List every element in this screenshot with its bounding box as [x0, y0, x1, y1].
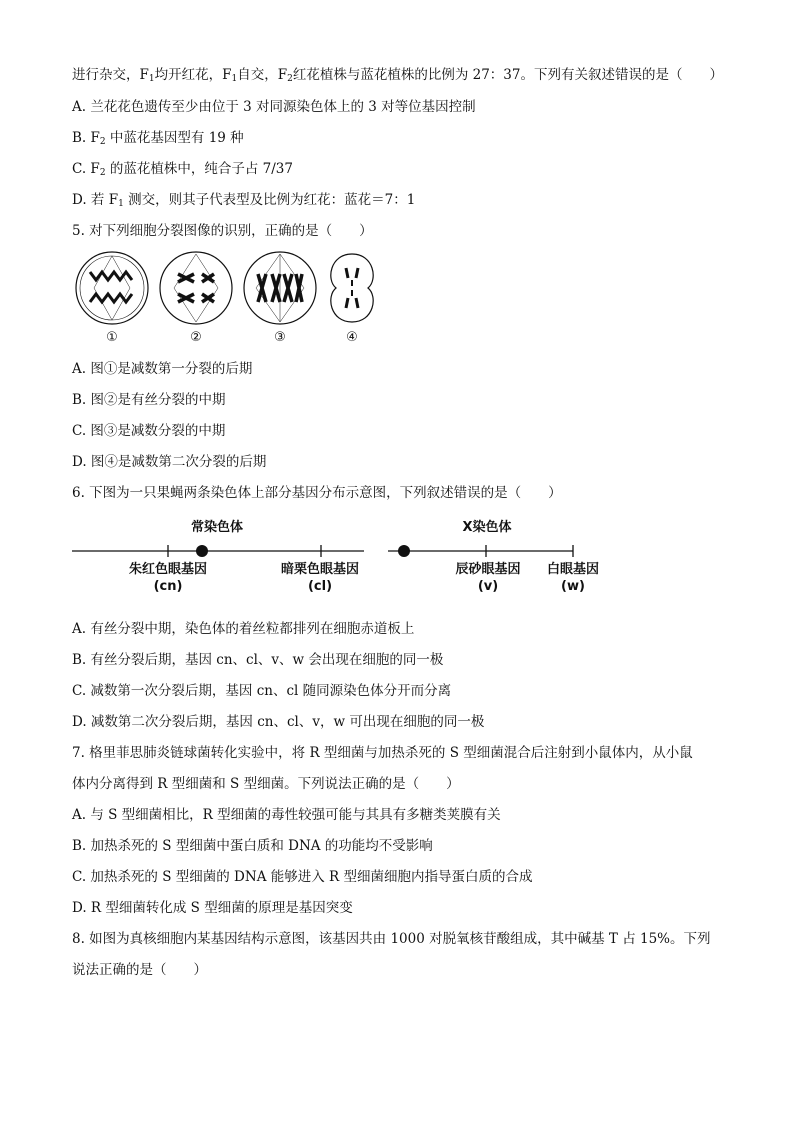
cell-label-4: ④ — [346, 330, 358, 345]
q4-option-a: A. 兰花花色遗传至少由位于 3 对同源染色体上的 3 对等位基因控制 — [72, 99, 476, 115]
q4-option-b: B. $F_2$ 中蓝花基因型有 19 种 — [72, 130, 244, 147]
q7-option-a: A. 与 S 型细菌相比，R 型细菌的毒性较强可能与其具有多糖类荚膜有关 — [72, 807, 501, 823]
cell-label-1: ① — [106, 330, 118, 345]
q5-option-c: C. 图③是减数分裂的中期 — [72, 423, 226, 439]
gene-w: 白眼基因 (w) — [546, 562, 599, 594]
q7-option-b: B. 加热杀死的 S 型细菌中蛋白质和 DNA 的功能均不受影响 — [72, 838, 433, 854]
q5-stem: 5. 对下列细胞分裂图像的识别，正确的是（ ） — [72, 223, 373, 239]
q6-option-a: A. 有丝分裂中期，染色体的着丝粒都排列在细胞赤道板上 — [72, 621, 415, 637]
q8-stem-line2: 说法正确的是（ ） — [72, 962, 207, 978]
gene-v: 辰砂眼基因 (v) — [455, 562, 521, 594]
q4-option-c: C. $F_2$ 的蓝花植株中，纯合子占 7/37 — [72, 161, 293, 178]
q5-option-d: D. 图④是减数第二次分裂的后期 — [72, 454, 267, 470]
cell-4 — [331, 254, 373, 322]
cell-2 — [160, 252, 232, 324]
gene-cn: 朱红色眼基因 (cn) — [128, 562, 207, 594]
q6-option-b: B. 有丝分裂后期，基因 cn、cl、v、w 会出现在细胞的同一极 — [72, 652, 444, 668]
q5-option-b: B. 图②是有丝分裂的中期 — [72, 392, 226, 408]
q7-option-d: D. R 型细菌转化成 S 型细菌的原理是基因突变 — [72, 900, 353, 916]
gene-cl: 暗栗色眼基因 (cl) — [280, 562, 359, 594]
q5-option-a: A. 图①是减数第一分裂的后期 — [72, 361, 253, 377]
q8-stem-line1: 8. 如图为真核细胞内某基因结构示意图，该基因共由 1000 对脱氧核苷酸组成，其中碱基 T 占 15%。下列 — [72, 931, 711, 947]
cell-label-3: ③ — [274, 330, 286, 345]
q7-option-c: C. 加热杀死的 S 型细菌的 DNA 能够进入 R 型细菌细胞内指导蛋白质的合成 — [72, 869, 533, 885]
q6-option-c: C. 减数第一次分裂后期，基因 cn、cl 随同源染色体分开而分离 — [72, 683, 452, 699]
x-chromosome-title: X染色体 — [462, 520, 512, 535]
chromosome-gene-map — [68, 515, 608, 605]
q6-stem: 6. 下图为一只果蝇两条染色体上部分基因分布示意图，下列叙述错误的是（ ） — [72, 485, 562, 501]
q6-option-d: D. 减数第二次分裂后期，基因 cn、cl、v，w 可出现在细胞的同一极 — [72, 714, 485, 730]
cell-3 — [244, 252, 316, 324]
q7-stem-line1: 7. 格里菲思肺炎链球菌转化实验中，将 R 型细菌与加热杀死的 S 型细菌混合后注射到小鼠体内，从小鼠 — [72, 745, 693, 761]
cell-division-figure — [74, 250, 394, 350]
cell-1 — [76, 252, 148, 324]
autosome-title: 常染色体 — [190, 520, 243, 535]
q4-stem: 进行杂交，$F_1$均开红花，$F_1$自交，$F_2$红花植株与蓝花植株的比例为 27：37。下列有关叙述错误的是（ ） — [72, 67, 723, 84]
q4-option-d: D. 若 $F_1$ 测交，则其子代表型及比例为红花：蓝花＝7：1 — [72, 192, 416, 209]
q7-stem-line2: 体内分离得到 R 型细菌和 S 型细菌。下列说法正确的是（ ） — [72, 776, 460, 792]
cell-label-2: ② — [190, 330, 202, 345]
